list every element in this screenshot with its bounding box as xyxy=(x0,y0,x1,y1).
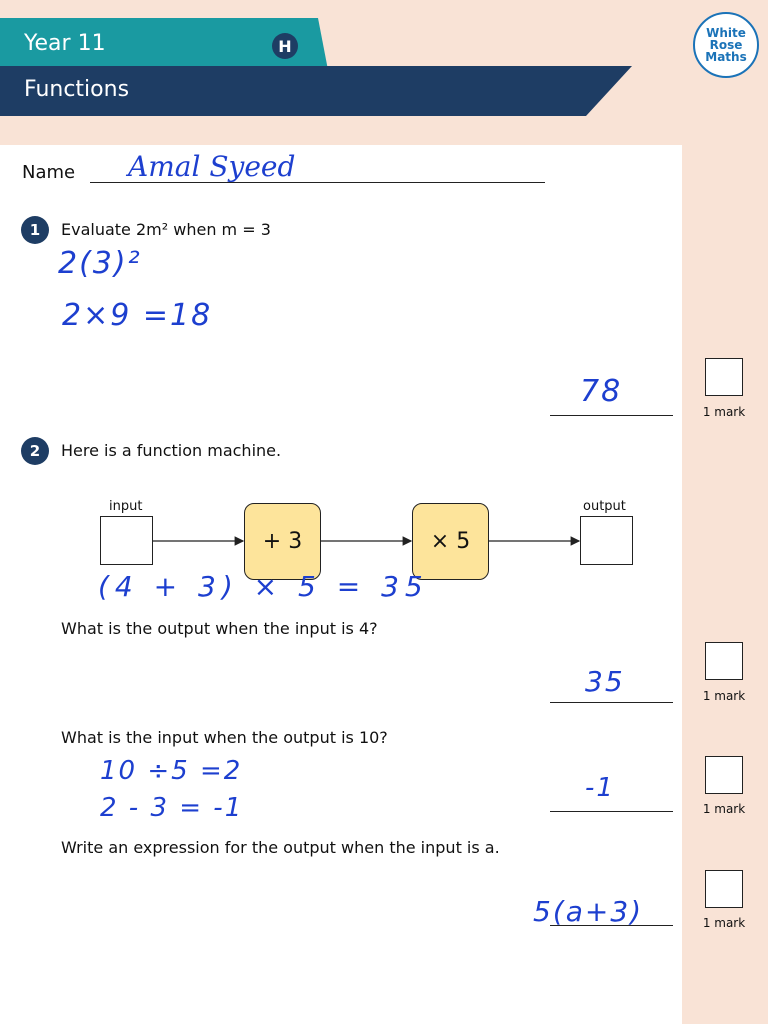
logo-text-maths: Maths xyxy=(705,50,747,64)
question-2c-answer-line xyxy=(550,925,673,926)
question-2a-answer[interactable]: 35 xyxy=(585,665,625,698)
question-2b-mark-label: 1 mark xyxy=(702,802,746,816)
question-2c-mark-label: 1 mark xyxy=(702,916,746,930)
name-label: Name xyxy=(22,162,76,183)
machine-input-label: input xyxy=(109,499,143,514)
question-1-answer[interactable]: 78 xyxy=(580,374,623,409)
question-1-number: 1 xyxy=(21,216,49,244)
question-2a-answer-line xyxy=(550,702,673,703)
question-2b-answer-line xyxy=(550,811,673,812)
machine-add-3-operation: + 3 xyxy=(244,503,321,580)
year-title: Year 11 xyxy=(24,31,106,56)
machine-output-label: output xyxy=(583,499,626,514)
machine-times-5-operation: × 5 xyxy=(412,503,489,580)
question-1-mark-label: 1 mark xyxy=(702,405,746,419)
logo-text-rose: Rose xyxy=(709,38,743,52)
topic-title: Functions xyxy=(24,77,130,102)
higher-tier-badge: H xyxy=(272,33,298,59)
question-2b-working-2: 2 - 3 = -1 xyxy=(100,793,244,823)
question-1-prompt: Evaluate 2m² when m = 3 xyxy=(61,220,271,239)
question-2b-answer[interactable]: -1 xyxy=(585,773,615,803)
question-2c-mark-box[interactable] xyxy=(705,870,743,908)
question-2b-mark-box[interactable] xyxy=(705,756,743,794)
question-2-intro: Here is a function machine. xyxy=(61,441,282,460)
question-2b-working-1: 10 ÷5 =2 xyxy=(100,756,243,786)
question-2a-mark-label: 1 mark xyxy=(702,689,746,703)
question-2-machine-working: (4 + 3) × 5 = 35 xyxy=(98,570,429,603)
question-2a-prompt: What is the output when the input is 4? xyxy=(61,619,378,638)
question-1-working-1: 2(3)² xyxy=(58,246,142,281)
logo-text-white: White xyxy=(706,26,746,40)
question-2c-answer[interactable]: 5(a+3) xyxy=(533,895,644,928)
question-1-working-2: 2×9 =18 xyxy=(62,298,213,333)
question-2-number: 2 xyxy=(21,437,49,465)
question-2b-prompt: What is the input when the output is 10? xyxy=(61,728,388,747)
name-handwritten[interactable]: Amal Syeed xyxy=(128,150,296,183)
question-2a-mark-box[interactable] xyxy=(705,642,743,680)
question-2c-prompt: Write an expression for the output when the input is a. xyxy=(61,838,500,857)
